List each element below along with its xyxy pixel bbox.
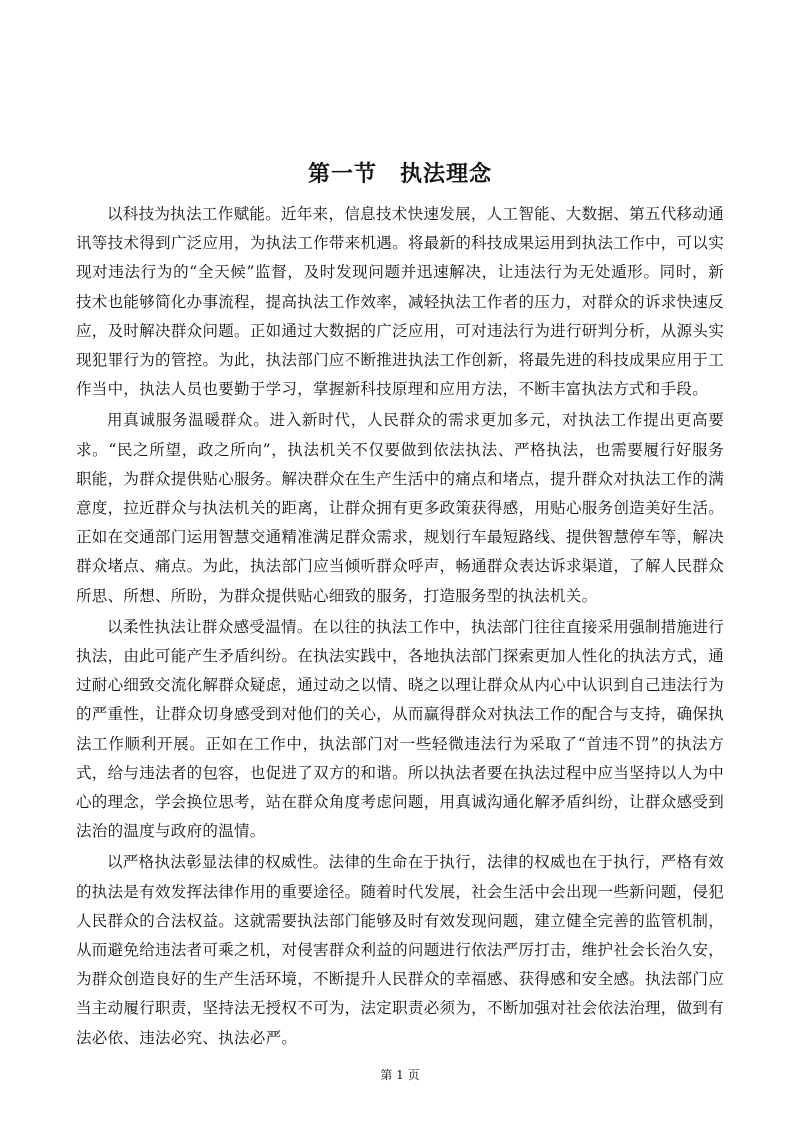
paragraph-flexible-enforcement: 以柔性执法让群众感受温情。在以往的执法工作中，执法部门往往直接采用强制措施进行执法，由此可能产生矛盾纠纷。在执法实践中，各地执法部门探索更加人性化的执法方式，通过耐心细致交流化解群众疑虑，通过动之以情、晓之以理让群众从内心中认识到自己违法行为的严重性，让群众切身感受到对他们的关心，从而赢得群众对执法工作的配合与支持，确保执法工作顺利开展。正如在工作中，执法部门对一些轻微违法行为采取了“首违不罚”的执法方式，给与违法者的包容，也促进了双方的和谐。所以执法者要在执法过程中应当坚持以人为中心的理念，学会换位思考，站在群众角度考虑问题，用真诚沟通化解矛盾纠纷，让群众感受到法治的温度与政府的温情。 (76, 617, 724, 841)
paragraph-sincere-service: 用真诚服务温暖群众。进入新时代，人民群众的需求更加多元，对执法工作提出更高要求。“民之所望，政之所向”，执法机关不仅要做到依法执法、严格执法，也需要履行好服务职能，为群众提供贴心服务。解决群众在生产生活中的痛点和堵点，提升群众对执法工作的满意度，拉近群众与执法机关的距离，让群众拥有更多政策获得感，用贴心服务创造美好生活。正如在交通部门运用智慧交通精准满足群众需求，规划行车最短路线、提供智慧停车等，解决群众堵点、痛点。为此，执法部门应当倾听群众呼声，畅通群众表达诉求渠道，了解人民群众所思、所想、所盼，为群众提供贴心细致的服务，打造服务型的执法机关。 (76, 411, 724, 605)
page-title: 第一节 执法理念 (307, 161, 492, 187)
page-number: 第 1 页 (380, 1068, 420, 1082)
paragraph-strict-enforcement: 以严格执法彰显法律的权威性。法律的生命在于执行，法律的权威也在于执行，严格有效的执法是有效发挥法律作用的重要途径。随着时代发展，社会生活中会出现一些新问题，侵犯人民群众的合法权益。这就需要执法部门能够及时有效发现问题，建立健全完善的监管机制，从而避免给违法者可乘之机，对侵害群众利益的问题进行依法严厉打击，维护社会长治久安，为群众创造良好的生产生活环境，不断提升人民群众的幸福感、获得感和安全感。执法部门应当主动履行职责，坚持法无授权不可为，法定职责必须为，不断加强对社会依法治理，做到有法必依、违法必究、执法必严。 (76, 853, 724, 1047)
document-body (76, 200, 724, 1055)
paragraph-technology-empowerment: 以科技为执法工作赋能。近年来，信息技术快速发展，人工智能、大数据、第五代移动通讯等技术得到广泛应用，为执法工作带来机遇。将最新的科技成果运用到执法工作中，可以实现对违法行为的“全天候”监督，及时发现问题并迅速解决，让违法行为无处遁形。同时，新技术也能够简化办事流程，提高执法工作效率，减轻执法工作者的压力，对群众的诉求快速反应，及时解决群众问题。正如通过大数据的广泛应用，可对违法行为进行研判分析，从源头实现犯罪行为的管控。为此，执法部门应不断推进执法工作创新，将最先进的科技成果应用于工作当中，执法人员也要勤于学习，掌握新科技原理和应用方法，不断丰富执法方式和手段。 (76, 205, 724, 399)
